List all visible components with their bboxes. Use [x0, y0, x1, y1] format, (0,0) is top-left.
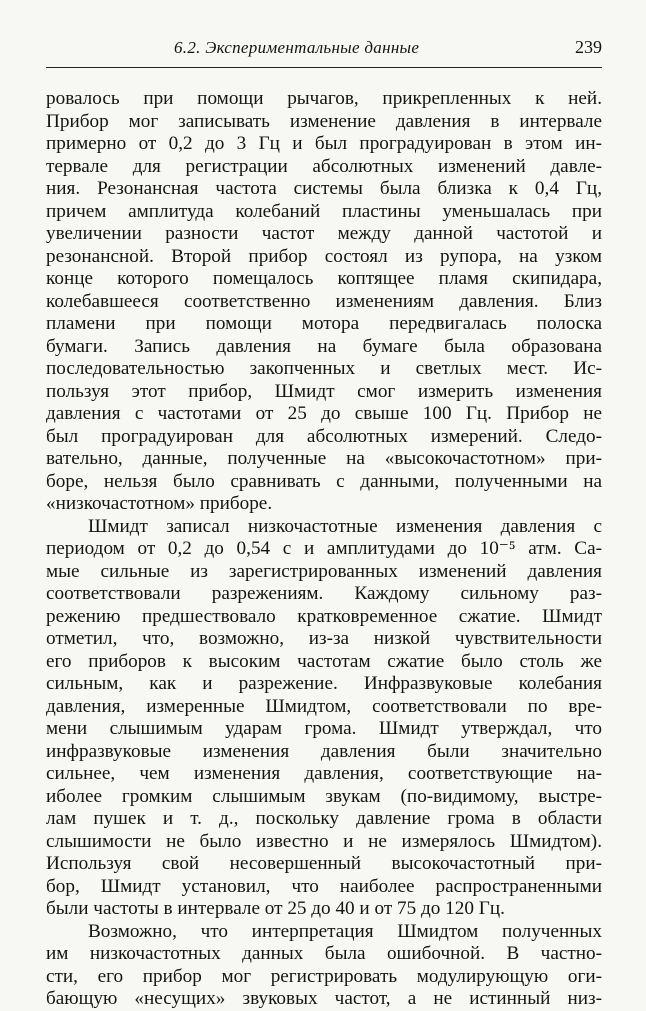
- text-line: пользуя этот прибор, Шмидт смог измерить изменения: [46, 380, 602, 402]
- header-rule: [46, 67, 602, 68]
- text-line: бающую «несущих» звуковых частот, а не истинный низ-: [46, 988, 602, 1009]
- text-line: пламени при помощи мотора передвигалась полоска: [46, 313, 602, 334]
- text-line: ровалось при помощи рычагов, прикрепленных к ней.: [46, 88, 602, 109]
- text-line: сильнее, чем изменения давления, соответствующие на-: [46, 763, 602, 784]
- text-line: инфразвуковые изменения давления были значительно: [46, 740, 602, 762]
- text-line: периодом от 0,2 до 0,54 с и амплитудами до 10⁻⁵ атм. Са-: [46, 538, 602, 559]
- text-line: последовательностью закопченных и светлых мест. Ис-: [46, 358, 602, 379]
- text-line: тервале для регистрации абсолютных изменений давле-: [46, 155, 602, 177]
- text-line: его приборов к высоким частотам сжатие было столь же: [46, 650, 602, 672]
- text-line: сти, его прибор мог регистрировать модулирующую оги-: [46, 965, 602, 987]
- text-line: бумаги. Запись давления на бумаге была образована: [46, 335, 602, 357]
- paragraph: [46, 921, 602, 1011]
- text-line: давления с частотами от 25 до свыше 100 Гц. Прибор не: [46, 403, 602, 424]
- text-line: режению предшествовало кратковременное сжатие. Шмидт: [46, 605, 602, 627]
- text-line: Возможно, что интерпретация Шмидтом полученных: [88, 920, 602, 942]
- text-line: Шмидт записал низкочастотные изменения давления с: [88, 515, 602, 537]
- text-line: иболее громким слышимым звукам (по-видимому, выстре-: [46, 785, 602, 807]
- text-line: боре, нельзя было сравнивать с данными, полученными на: [46, 470, 602, 492]
- paragraph: [46, 516, 602, 921]
- text-line: «низкочастотном» приборе.: [46, 493, 273, 514]
- text-line: Используя свой несовершенный высокочастотный при-: [46, 853, 602, 874]
- section-title: 6.2. Экспериментальные данные: [174, 38, 420, 57]
- text-line: лам пушек и т. д., поскольку давление грома в области: [46, 808, 602, 829]
- text-line: ния. Резонансная частота системы была близка к 0,4 Гц,: [46, 178, 602, 199]
- text-line: слышимости не было известно и не измерялось Шмидтом).: [46, 830, 602, 852]
- text-line: вательно, данные, полученные на «высокочастотном» при-: [46, 448, 602, 469]
- text-line: примерно от 0,2 до 3 Гц и был проградуирован в этом ин-: [46, 133, 602, 154]
- body-text: [46, 88, 602, 1011]
- text-line: отметил, что, возможно, из-за низкой чувствительности: [46, 628, 602, 649]
- text-line: сильным, как и разрежение. Инфразвуковые колебания: [46, 673, 602, 694]
- text-line: конце которого помещалось коптящее пламя скипидара,: [46, 268, 602, 289]
- text-line: мени слышимым ударам грома. Шмидт утверждал, что: [46, 718, 602, 739]
- paragraph: [46, 88, 602, 516]
- text-line: соответствовали разрежениям. Каждому сильному раз-: [46, 583, 602, 604]
- text-line: бор, Шмидт установил, что наиболее распространенными: [46, 875, 602, 897]
- text-line: давления, измеренные Шмидтом, соответствовали по вре-: [46, 695, 602, 717]
- text-line: увеличении разности частот между данной частотой и: [46, 223, 602, 244]
- text-line: были частоты в интервале от 25 до 40 и от 75 до 120 Гц.: [46, 898, 505, 919]
- text-line: резонансной. Второй прибор состоял из рупора, на узком: [46, 245, 602, 267]
- text-line: им низкочастотных данных была ошибочной. В частно-: [46, 943, 602, 964]
- text-line: причем амплитуда колебаний пластины уменьшалась при: [46, 200, 602, 222]
- text-line: был проградуирован для абсолютных измерений. Следо-: [46, 425, 602, 447]
- text-line: Прибор мог записывать изменение давления в интервале: [46, 110, 602, 132]
- text-line: колебавшееся соответственно изменениям давления. Близ: [46, 290, 602, 312]
- text-line: мые сильные из зарегистрированных изменений давления: [46, 560, 602, 582]
- running-header: [46, 36, 602, 62]
- page-number: 239: [575, 37, 602, 57]
